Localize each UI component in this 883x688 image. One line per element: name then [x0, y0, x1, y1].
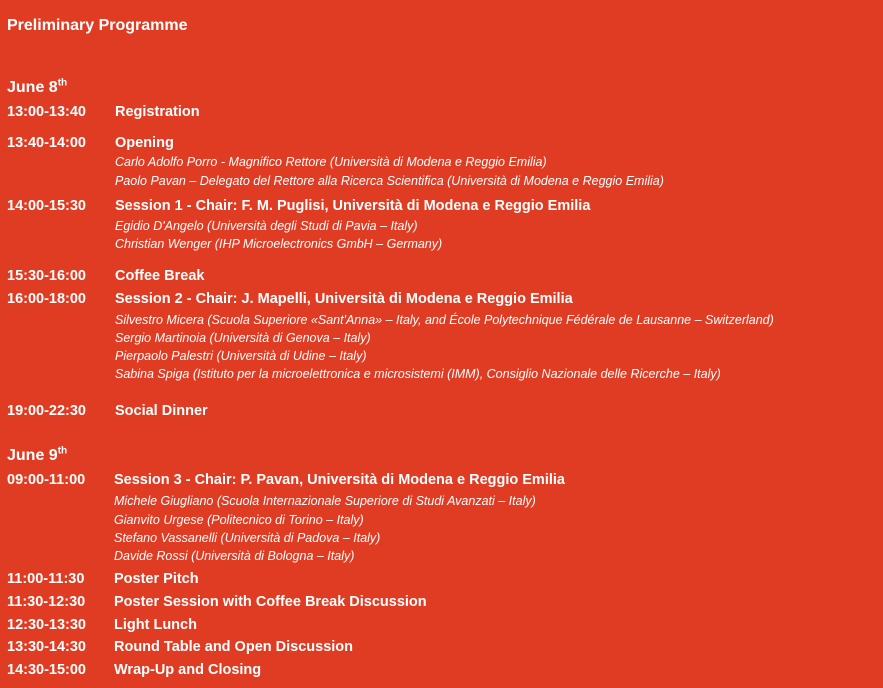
slot-event: Round Table and Open Discussion [114, 639, 354, 655]
slot-time: 16:00-18:00 [7, 291, 86, 307]
speaker-line: Michele Giugliano (Scuola Internazionale Superiore di Studi Avanzati – Italy) [114, 494, 536, 508]
slot-time: 11:00-11:30 [7, 571, 85, 587]
slot-event: Poster Session with Coffee Break Discussion [114, 594, 427, 610]
day-suffix: th [57, 445, 68, 457]
slot-event: Poster Pitch [114, 571, 199, 587]
slot-event: Session 1 - Chair: F. M. Puglisi, Università di Modena e Reggio Emilia [115, 198, 591, 214]
day-heading-june-8 [7, 79, 67, 97]
slot-time: 09:00-11:00 [7, 472, 86, 488]
speaker-line: Christian Wenger (IHP Microelectronics GmbH – Germany) [115, 237, 443, 251]
speaker-line: Gianvito Urgese (Politecnico di Torino – Italy) [114, 513, 364, 527]
speaker-line: Carlo Adolfo Porro - Magnifico Rettore (Università di Modena e Reggio Emilia) [115, 155, 547, 169]
speaker-line: Davide Rossi (Università di Bologna – Italy) [114, 549, 355, 563]
slot-event: Opening [115, 135, 174, 151]
slot-event: Coffee Break [115, 268, 205, 284]
slot-event: Social Dinner [115, 403, 208, 419]
slot-time: 13:40-14:00 [7, 135, 86, 151]
slot-event: Registration [115, 104, 200, 120]
slot-time: 14:30-15:00 [7, 662, 86, 678]
day-suffix: th [57, 77, 68, 89]
slot-time: 11:30-12:30 [7, 594, 86, 610]
slot-event: Light Lunch [114, 617, 197, 633]
day-label: June 8 [7, 79, 58, 96]
speaker-line: Egidio D'Angelo (Università degli Studi di Pavia – Italy) [115, 219, 418, 233]
slot-event: Session 2 - Chair: J. Mapelli, Università di Modena e Reggio Emilia [115, 291, 573, 307]
speaker-line: Silvestro Micera (Scuola Superiore «Sant'Anna» – Italy, and École Polytechnique Fédérale de Lausanne – Switzerland) [115, 313, 774, 327]
day-label: June 9 [7, 447, 58, 464]
speaker-line: Pierpaolo Palestri (Università di Udine – Italy) [115, 349, 367, 363]
slot-event: Wrap-Up and Closing [114, 662, 262, 678]
slot-time: 13:30-14:30 [7, 639, 86, 655]
page-title: Preliminary Programme [7, 17, 188, 34]
speaker-line: Paolo Pavan – Delegato del Rettore alla Ricerca Scientifica (Università di Modena e Reggio Emilia) [115, 174, 664, 188]
slot-time: 19:00-22:30 [7, 403, 86, 419]
slot-time: 13:00-13:40 [7, 104, 86, 120]
slot-time: 12:30-13:30 [7, 617, 86, 633]
speaker-line: Stefano Vassanelli (Università di Padova – Italy) [114, 531, 381, 545]
slot-time: 15:30-16:00 [7, 268, 86, 284]
slot-event: Session 3 - Chair: P. Pavan, Università di Modena e Reggio Emilia [114, 472, 565, 488]
slot-time: 14:00-15:30 [7, 198, 86, 214]
speaker-line: Sabina Spiga (Istituto per la microelettronica e microsistemi (IMM), Consiglio Nazionale delle Ricerche – Italy) [115, 367, 721, 381]
speaker-line: Sergio Martinoia (Università di Genova – Italy) [115, 331, 371, 345]
day-heading-june-9 [7, 447, 67, 465]
